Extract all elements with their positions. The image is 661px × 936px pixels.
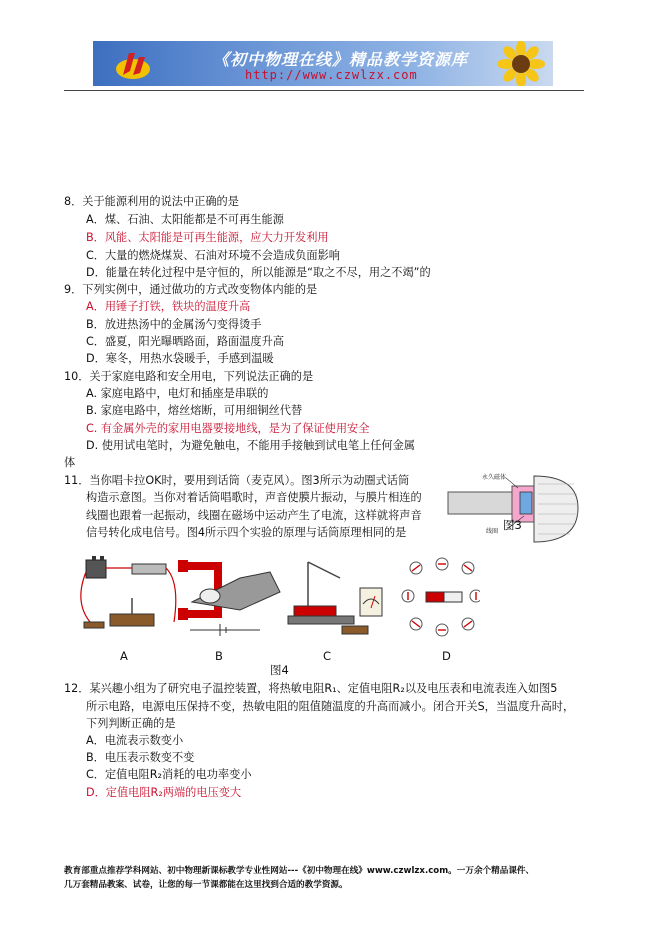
figure-4-option-d: D xyxy=(442,649,451,663)
q8-option-a: A．煤、石油、太阳能都是不可再生能源 xyxy=(86,213,284,226)
experiment-b-generator xyxy=(178,560,280,636)
fig3-coil-label: 线圈 xyxy=(486,528,499,535)
figure-4-option-b: B xyxy=(215,649,223,663)
q10-option-a: A. 家庭电路中，电灯和插座是串联的 xyxy=(86,387,269,400)
figure-4-option-c: C xyxy=(323,649,332,663)
q10-option-b: B. 家庭电路中，熔丝熔断，可用细铜丝代替 xyxy=(86,404,303,417)
header-banner xyxy=(93,41,553,86)
q8-stem: 8．关于能源利用的说法中正确的是 xyxy=(64,195,239,208)
q11-line-2: 构造示意图。当你对着话筒唱歌时，声音使膜片振动，与膜片相连的 xyxy=(86,491,422,504)
q9-option-c: C．盛夏，阳光曝晒路面，路面温度升高 xyxy=(86,335,285,348)
figure-3-microphone xyxy=(446,470,581,548)
q10-option-c: C. 有金属外壳的家用电器要接地线，是为了保证使用安全 xyxy=(86,422,370,435)
header-rule xyxy=(64,90,584,91)
q10-option-d: D. 使用试电笔时，为避免触电，不能用手接触到试电笔上任何金属 xyxy=(86,439,415,452)
q12-option-c: C．定值电阻R₂消耗的电功率变小 xyxy=(86,768,252,781)
q9-stem: 9．下列实例中，通过做功的方式改变物体内能的是 xyxy=(64,283,318,296)
figure-3-label: 图3 xyxy=(503,518,522,532)
figure-4-option-a: A xyxy=(120,649,128,663)
q11-line-4: 信号转化成电信号。图4所示四个实验的原理与话筒原理相同的是 xyxy=(86,526,407,539)
experiment-c-induction xyxy=(288,562,382,634)
header-url[interactable]: http://www.czwlzx.com xyxy=(245,68,418,82)
q12-option-d: D．定值电阻R₂两端的电压变大 xyxy=(86,786,242,799)
q9-option-b: B．放进热汤中的金属汤勺变得烫手 xyxy=(86,318,262,331)
q8-option-c: C．大量的燃烧煤炭、石油对环境不会造成负面影响 xyxy=(86,249,340,262)
figure-4-label: 图4 xyxy=(270,663,289,677)
footer-line-1: 教育部重点推荐学科网站、初中物理新课标教学专业性网站---《初中物理在线》www.czwlzx.com。一万余个精品课件、 xyxy=(64,866,535,876)
q12-line-1: 12．某兴趣小组为了研究电子温控装置，将热敏电阻R₁、定值电阻R₂以及电压表和电流表连入如图5 xyxy=(64,682,558,695)
footer-line-2: 几万套精品教案、试卷，让您的每一节课都能在这里找到合适的教学资源。 xyxy=(64,880,348,890)
header-title: 《初中物理在线》精品教学资源库 xyxy=(213,50,469,69)
experiment-d-magnetic-field xyxy=(402,558,480,636)
site-logo-icon xyxy=(113,45,153,83)
fig3-magnet-label: 永久磁体 xyxy=(482,474,507,481)
q12-line-3: 下列判断正确的是 xyxy=(86,717,176,730)
experiment-a-circuit xyxy=(81,556,176,628)
q10-option-d-cont: 体 xyxy=(64,456,76,469)
q12-option-a: A．电流表示数变小 xyxy=(86,734,184,747)
q12-line-2: 所示电路，电源电压保持不变，热敏电阻的阻值随温度的升高而减小。闭合开关S，当温度升高时， xyxy=(86,700,575,713)
q11-line-1: 11．当你唱卡拉OK时，要用到话筒（麦克风）。图3所示为动圈式话筒 xyxy=(64,474,410,487)
q9-option-d: D．寒冬，用热水袋暖手，手感到温暖 xyxy=(86,352,274,365)
q11-line-3: 线圈也跟着一起振动，线圈在磁场中运动产生了电流，这样就将声音 xyxy=(86,509,422,522)
q12-option-b: B．电压表示数变不变 xyxy=(86,751,195,764)
q8-option-d: D．能量在转化过程中是守恒的，所以能源是“取之不尽，用之不竭”的 xyxy=(86,266,431,279)
q10-stem: 10．关于家庭电路和安全用电，下列说法正确的是 xyxy=(64,370,314,383)
figure-4-experiments xyxy=(70,552,480,644)
q9-option-a: A．用锤子打铁，铁块的温度升高 xyxy=(86,300,251,313)
q8-option-b: B．风能、太阳能是可再生能源，应大力开发利用 xyxy=(86,231,329,244)
sunflower-icon xyxy=(491,41,549,86)
